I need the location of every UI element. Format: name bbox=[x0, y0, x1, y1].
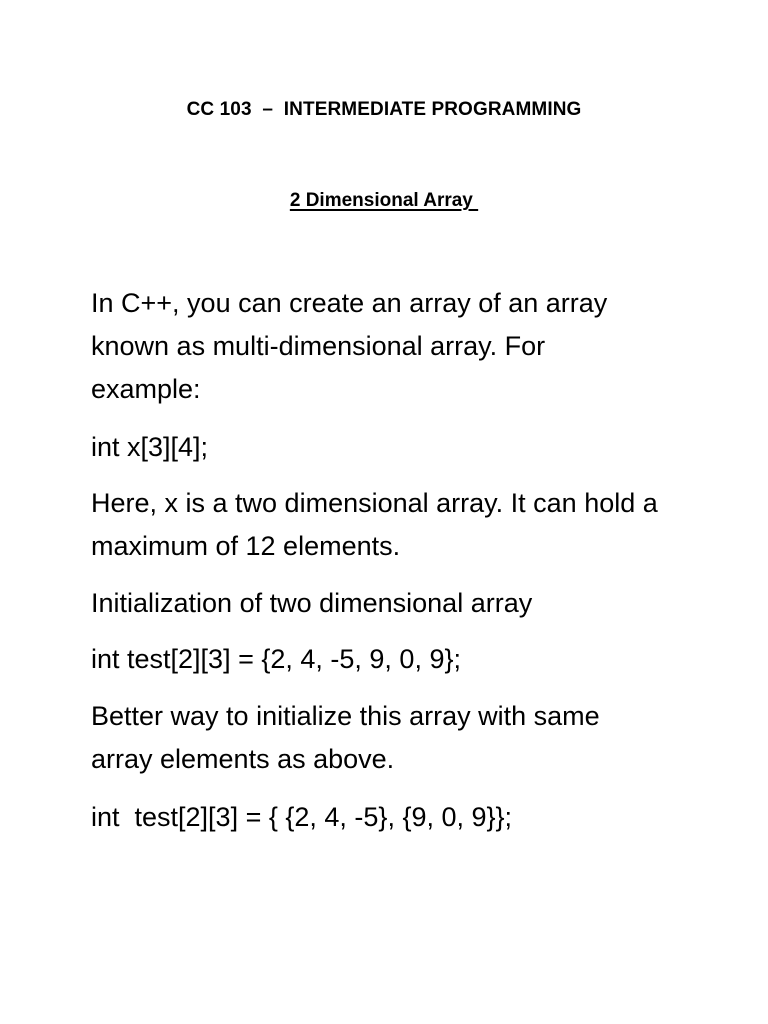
course-title: CC 103 – INTERMEDIATE PROGRAMMING bbox=[186, 99, 582, 120]
code-declaration: int x[3][4]; bbox=[91, 432, 209, 462]
better-way-paragraph: Better way to initialize this array with same array elements as above. bbox=[91, 701, 600, 774]
intro-paragraph: In C++, you can create an array of an array known as multi-dimensional array. For example: bbox=[91, 288, 608, 404]
code-initialization-nested: int test[2][3] = { {2, 4, -5}, {9, 0, 9}}; bbox=[91, 802, 513, 832]
explanation-paragraph: Here, x is a two dimensional array. It can hold a maximum of 12 elements. bbox=[91, 488, 658, 561]
code-initialization-flat: int test[2][3] = {2, 4, -5, 9, 0, 9}; bbox=[91, 644, 461, 674]
section-title bbox=[0, 187, 768, 215]
initialization-heading: Initialization of two dimensional array bbox=[91, 588, 533, 618]
section-title-text: 2 Dimensional Array bbox=[289, 190, 479, 211]
